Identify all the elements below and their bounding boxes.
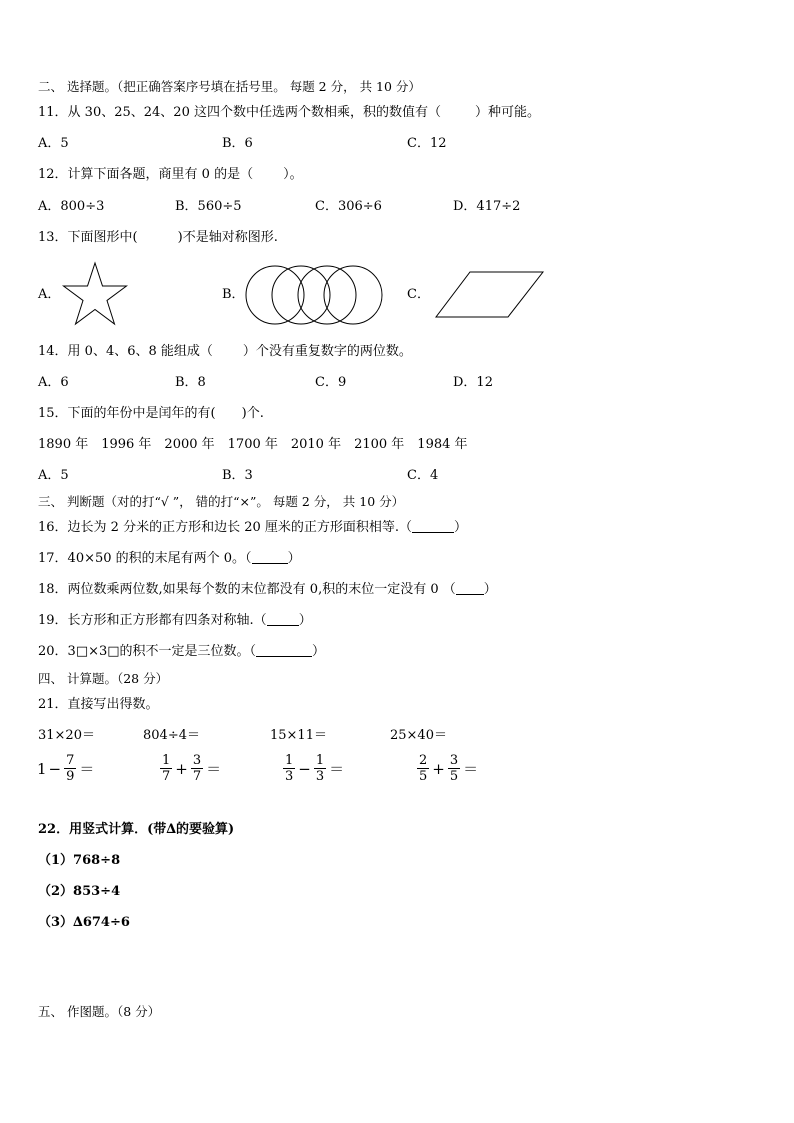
numerator: 3 (449, 753, 459, 768)
q13-option-a: A． (38, 287, 61, 302)
q11-option-b: B．6 (222, 136, 253, 151)
question-13-stem-end: )不是轴对称图形. (177, 230, 278, 245)
q12-option-a: A．800÷3 (38, 199, 105, 214)
question-14 (38, 344, 412, 360)
question-22: 22．用竖式计算．(带∆的要验算) (38, 822, 235, 837)
question-18-stem: 18．两位数乘两位数,如果每个数的末位都没有 0,积的末位一定没有 0 （ (38, 582, 456, 597)
plus-sign: + (432, 759, 445, 778)
numerator: 7 (66, 753, 75, 768)
q14-option-d: D．12 (453, 375, 493, 390)
denominator: 9 (66, 769, 75, 784)
parallelogram-shape (434, 270, 546, 320)
section-title-judge: 三、 判断题（对的打“√ ”， 错的打“×”。 每题 2 分， 共 10 分） (38, 494, 405, 509)
question-17-stem: 17．40×50 的积的末尾有两个 0。（ (38, 551, 252, 566)
section-title-choice: 二、 选择题。（把正确答案序号填在括号里。 每题 2 分， 共 10 分） (38, 79, 421, 94)
fraction (417, 753, 429, 784)
question-16 (38, 520, 467, 536)
question-13-stem: 13．下面图形中( (38, 230, 138, 245)
denominator: 5 (419, 769, 428, 784)
q14-option-c: C．9 (315, 375, 347, 390)
denominator: 3 (285, 769, 294, 784)
fraction (64, 753, 76, 784)
q15-years: 1890 年 1996 年 2000 年 1700 年 2010 年 2100 年 1984 年 (38, 437, 468, 452)
q11-option-a: A．5 (38, 136, 69, 151)
question-16-end: ） (454, 520, 468, 535)
question-15-stem: 15．下面的年份中是闰年的有( (38, 406, 216, 421)
question-14-stem: 14．用 0、4、6、8 能组成（ (38, 344, 213, 359)
equals-sign: ＝ (463, 760, 479, 778)
question-15 (38, 406, 264, 422)
q21-expr-1: 31×20＝ (38, 728, 95, 743)
q12-option-d: D．417÷2 (453, 199, 521, 214)
star-shape (60, 261, 130, 327)
q21-fraction-expr-4 (415, 753, 479, 784)
q15-option-b: B．3 (222, 468, 253, 483)
question-14-stem-end: ）个没有重复数字的两位数。 (242, 344, 412, 359)
denominator: 3 (315, 769, 325, 784)
plus-sign: + (175, 759, 188, 778)
q21-fraction-expr-3 (281, 753, 345, 784)
q13-option-c: C． (407, 287, 430, 302)
numerator: 1 (285, 753, 294, 768)
question-11-stem: 11．从 30、25、24、20 这四个数中任选两个数相乘，积的数值有（ (38, 105, 441, 120)
fraction (448, 753, 460, 784)
q22-part-3: （3）∆674÷6 (38, 915, 130, 930)
fraction (314, 753, 326, 784)
question-11 (38, 105, 540, 121)
equals-sign: ＝ (206, 760, 222, 778)
fraction (191, 753, 203, 784)
q12-option-c: C．306÷6 (315, 199, 382, 214)
question-11-stem-end: ）种可能。 (474, 105, 540, 120)
answer-blank[interactable] (267, 613, 299, 626)
numerator: 1 (315, 753, 325, 768)
q21-expr-3: 15×11＝ (270, 728, 327, 743)
q13-option-b: B． (222, 287, 245, 302)
q15-option-c: C．4 (407, 468, 439, 483)
fraction (283, 753, 295, 784)
question-17 (38, 551, 301, 567)
q12-option-b: B．560÷5 (175, 199, 242, 214)
q14-option-a: A．6 (38, 375, 69, 390)
question-17-end: ） (287, 551, 301, 566)
question-15-stem-end: )个. (241, 406, 264, 421)
equals-sign: ＝ (329, 760, 345, 778)
question-19-end: ） (298, 613, 312, 628)
q21-expr-4: 25×40＝ (390, 728, 447, 743)
denominator: 5 (449, 769, 459, 784)
question-19-stem: 19．长方形和正方形都有四条对称轴.（ (38, 613, 267, 628)
q15-option-a: A．5 (38, 468, 69, 483)
question-18-end: ） (483, 582, 497, 597)
question-12-stem-end: ）。 (283, 167, 303, 182)
question-21: 21．直接写出得数。 (38, 697, 159, 712)
question-18 (38, 582, 497, 598)
question-12 (38, 167, 303, 183)
answer-blank[interactable] (252, 551, 288, 564)
q14-option-b: B．8 (175, 375, 206, 390)
q21-expr-2: 804÷4＝ (143, 728, 200, 743)
numerator: 1 (162, 753, 171, 768)
answer-blank[interactable] (456, 582, 484, 595)
denominator: 7 (192, 769, 202, 784)
question-12-stem: 12．计算下面各题，商里有 0 的是（ (38, 167, 254, 182)
q11-option-c: C．12 (407, 136, 447, 151)
denominator: 7 (162, 769, 171, 784)
numerator: 3 (192, 753, 202, 768)
q21-fraction-expr-1 (36, 753, 95, 784)
section-title-drawing: 五、 作图题。（8 分） (38, 1004, 161, 1019)
section-title-calc: 四、 计算题。（28 分） (38, 671, 169, 686)
question-20-end: ） (312, 644, 326, 659)
question-19 (38, 613, 312, 629)
equals-sign: ＝ (79, 760, 95, 778)
question-16-stem: 16．边长为 2 分米的正方形和边长 20 厘米的正方形面积相等.（ (38, 520, 413, 535)
minus-sign: − (298, 759, 311, 778)
q22-part-2: （2）853÷4 (38, 884, 121, 899)
q21-fraction-expr-2 (158, 753, 222, 784)
minus-sign: − (48, 759, 62, 778)
question-20-stem: 20．3□×3□的积不一定是三位数。（ (38, 644, 257, 659)
q22-part-1: （1）768÷8 (38, 853, 121, 868)
fraction (160, 753, 172, 784)
answer-blank[interactable] (412, 520, 454, 533)
four-circles-shape (244, 264, 384, 326)
question-13 (38, 230, 278, 246)
question-20 (38, 644, 325, 660)
answer-blank[interactable] (256, 644, 312, 657)
whole-number: 1 (37, 759, 47, 778)
numerator: 2 (419, 753, 428, 768)
